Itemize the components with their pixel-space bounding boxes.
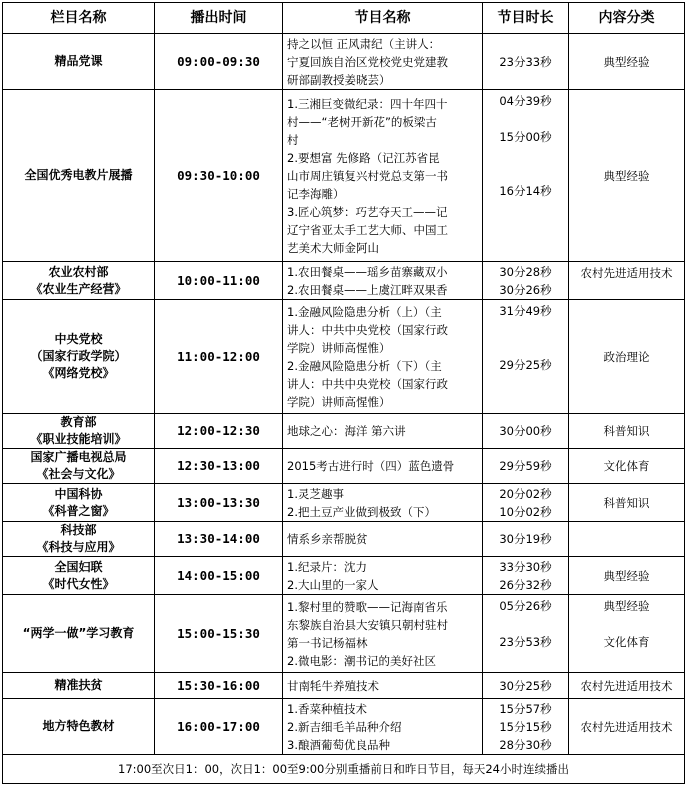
duration: 30分25秒	[499, 678, 552, 693]
program-line: 情系乡亲帮脱贫	[287, 532, 368, 546]
column-name-cell	[3, 414, 155, 449]
program-line: 1.纪录片：沈力	[287, 559, 367, 574]
header-category: 内容分类	[569, 3, 685, 34]
air-time: 15:30-16:00	[155, 673, 283, 699]
table-row	[3, 699, 685, 755]
column-name: 全国妇联	[54, 559, 103, 574]
program-line: 学院）讲师高惺惟）	[287, 394, 391, 409]
column-name-cell	[3, 699, 155, 755]
program-line: 2.大山里的一家人	[287, 577, 379, 592]
spacer	[573, 615, 680, 633]
program-name-cell	[283, 90, 483, 262]
program-line: 村——“老树开新花”的板梁古	[287, 114, 437, 129]
category: 典型经验	[603, 54, 650, 69]
program-line: 2.新吉细毛羊品种介绍	[287, 719, 402, 734]
duration-cell	[483, 557, 569, 595]
column-name: 中央党校	[54, 332, 103, 346]
duration: 30分19秒	[499, 532, 552, 546]
duration: 29分25秒	[499, 358, 552, 372]
program-line: 2.农田餐桌——上虞江畔双果香	[287, 282, 448, 297]
column-name: 全国优秀电教片展播	[24, 168, 133, 182]
duration-cell	[483, 484, 569, 522]
column-name-cell	[3, 262, 155, 300]
duration: 15分15秒	[499, 719, 552, 734]
category-cell	[569, 699, 685, 755]
program-name-cell	[283, 522, 483, 557]
table-row	[3, 595, 685, 673]
category-cell	[569, 522, 685, 557]
duration-cell	[483, 449, 569, 484]
duration-cell	[483, 673, 569, 699]
category: 科普知识	[603, 424, 650, 438]
program-line: 山市周庄镇复兴村党总支第一书	[287, 168, 448, 183]
column-subtitle: （国家行政学院）	[30, 349, 127, 363]
program-line: 东黎族自治县大安镇只朝村驻村	[287, 617, 448, 632]
category: 政治理论	[603, 349, 650, 364]
column-name-cell	[3, 595, 155, 673]
column-name: 中国科协	[54, 486, 103, 501]
duration: 15分00秒	[499, 130, 552, 144]
column-name: 精品党课	[54, 54, 103, 68]
duration-cell	[483, 90, 569, 262]
program-line: 讲人：中共中央党校（国家行政	[287, 322, 448, 337]
column-subtitle: 《职业技能培训》	[30, 432, 127, 446]
column-name: 地方特色教材	[42, 719, 115, 733]
program-line: 记李海雕）	[287, 186, 345, 201]
table-row	[3, 673, 685, 699]
duration: 10分02秒	[499, 504, 552, 519]
spacer	[487, 110, 564, 128]
program-line: 2015考古进行时（四）蓝色遗骨	[287, 459, 455, 473]
air-time: 13:30-14:00	[155, 522, 283, 557]
duration: 05分26秒	[499, 599, 552, 613]
spacer	[487, 164, 564, 182]
program-line: 第一书记杨福林	[287, 635, 368, 650]
program-line: 持之以恒 正风肃纪（主讲人：	[287, 36, 441, 51]
program-line: 1.三湘巨变微纪录：四十年四十	[287, 96, 448, 111]
column-name-cell	[3, 557, 155, 595]
duration-cell	[483, 300, 569, 414]
column-name: 农业农村部	[48, 264, 109, 279]
air-time: 12:30-13:00	[155, 449, 283, 484]
program-line: 1.香菜种植技术	[287, 701, 367, 716]
air-time: 10:00-11:00	[155, 262, 283, 300]
column-name-cell	[3, 522, 155, 557]
air-time: 11:00-12:00	[155, 300, 283, 414]
program-name-cell	[283, 484, 483, 522]
table-row	[3, 414, 685, 449]
air-time: 09:00-09:30	[155, 34, 283, 90]
program-name-cell	[283, 557, 483, 595]
header-duration: 节目时长	[483, 3, 569, 34]
duration: 20分02秒	[499, 486, 552, 501]
table-row	[3, 557, 685, 595]
table-row	[3, 34, 685, 90]
program-line: 研部副教授姜晓芸）	[287, 72, 391, 87]
duration: 26分32秒	[499, 577, 552, 592]
category: 文化体育	[603, 459, 650, 473]
air-time: 09:30-10:00	[155, 90, 283, 262]
program-name-cell	[283, 673, 483, 699]
program-name-cell	[283, 449, 483, 484]
duration: 30分26秒	[499, 282, 552, 297]
program-line: 1.农田餐桌——瑶乡苗寨藏双小	[287, 264, 448, 279]
category-cell	[569, 414, 685, 449]
program-line: 甘南牦牛养殖技术	[287, 678, 379, 693]
program-name-cell	[283, 262, 483, 300]
category-cell	[569, 34, 685, 90]
program-line: 1.黎村里的赞歌——记海南省乐	[287, 599, 448, 614]
category: 典型经验	[603, 599, 650, 613]
program-line: 3.酿酒葡萄优良品种	[287, 737, 390, 752]
footer-row	[3, 755, 685, 784]
category-cell	[569, 262, 685, 300]
header-row	[3, 3, 685, 34]
category: 典型经验	[603, 168, 650, 183]
column-name-cell	[3, 673, 155, 699]
table-row	[3, 262, 685, 300]
category-cell	[569, 300, 685, 414]
program-line: 宁夏回族自治区党校党史党建教	[287, 54, 448, 69]
duration-cell	[483, 595, 569, 673]
program-line: 艺美术大师金阿山	[287, 240, 379, 255]
category: 科普知识	[603, 495, 650, 510]
table-row	[3, 522, 685, 557]
header-column-name: 栏目名称	[3, 3, 155, 34]
column-name-cell	[3, 449, 155, 484]
category-cell	[569, 595, 685, 673]
duration: 30分28秒	[499, 264, 552, 279]
duration-cell	[483, 262, 569, 300]
program-line: 辽宁省亚太手工艺大师、中国工	[287, 222, 448, 237]
category-cell	[569, 484, 685, 522]
program-line: 2.要想富 先修路（记江苏省昆	[287, 150, 440, 165]
duration: 16分14秒	[499, 184, 552, 198]
air-time: 15:00-15:30	[155, 595, 283, 673]
column-subtitle: 《农业生产经营》	[30, 281, 127, 296]
column-name-cell	[3, 484, 155, 522]
duration-cell	[483, 34, 569, 90]
duration: 33分30秒	[499, 559, 552, 574]
program-name-cell	[283, 34, 483, 90]
spacer	[487, 146, 564, 164]
duration: 29分59秒	[499, 459, 552, 473]
category: 农村先进适用技术	[580, 678, 673, 693]
category-cell	[569, 557, 685, 595]
category-cell	[569, 449, 685, 484]
duration: 30分00秒	[499, 424, 552, 438]
column-name: 科技部	[60, 523, 97, 537]
column-name: 精准扶贫	[54, 678, 103, 692]
duration: 04分39秒	[499, 94, 552, 108]
column-subtitle: 《科普之窗》	[42, 503, 115, 518]
program-line: 学院）讲师高惺惟）	[287, 340, 391, 355]
column-name-cell	[3, 300, 155, 414]
air-time: 16:00-17:00	[155, 699, 283, 755]
category-cell	[569, 90, 685, 262]
column-name-cell	[3, 34, 155, 90]
air-time: 12:00-12:30	[155, 414, 283, 449]
program-line: 讲人：中共中央党校（国家行政	[287, 376, 448, 391]
category-cell	[569, 673, 685, 699]
spacer	[487, 320, 564, 338]
column-subtitle: 《时代女性》	[42, 576, 115, 591]
schedule-table	[2, 2, 685, 784]
category: 农村先进适用技术	[580, 719, 673, 734]
program-name-cell	[283, 699, 483, 755]
program-name-cell	[283, 414, 483, 449]
duration: 23分33秒	[499, 54, 552, 69]
duration-cell	[483, 414, 569, 449]
air-time: 13:00-13:30	[155, 484, 283, 522]
table-row	[3, 90, 685, 262]
spacer	[487, 338, 564, 356]
program-line: 2.微电影：潮书记的美好社区	[287, 653, 436, 668]
column-name: 教育部	[60, 415, 97, 429]
column-subtitle: 《社会与文化》	[36, 467, 121, 481]
program-line: 2.金融风险隐患分析（下）（主	[287, 358, 442, 373]
duration-cell	[483, 699, 569, 755]
header-program-name: 节目名称	[283, 3, 483, 34]
program-line: 村	[287, 132, 299, 147]
duration: 31分49秒	[499, 304, 552, 318]
program-line: 地球之心：海洋 第六讲	[287, 424, 406, 438]
column-name: “两学一做”学习教育	[22, 626, 135, 640]
footer-note: 17:00至次日1：00，次日1：00至9:00分别重播前日和昨日节目，每天24小时连续播出	[3, 755, 685, 784]
column-name-cell	[3, 90, 155, 262]
category: 典型经验	[603, 568, 650, 583]
column-subtitle: 《科技与应用》	[36, 540, 121, 554]
table-row	[3, 300, 685, 414]
column-name: 国家广播电视总局	[30, 450, 127, 464]
duration: 15分57秒	[499, 701, 552, 716]
program-line: 1.金融风险隐患分析（上）（主	[287, 304, 442, 319]
category: 文化体育	[603, 635, 650, 649]
program-line: 1.灵芝趣事	[287, 486, 344, 501]
program-name-cell	[283, 595, 483, 673]
column-subtitle: 《网络党校》	[42, 366, 115, 380]
table-row	[3, 484, 685, 522]
duration-cell	[483, 522, 569, 557]
duration: 28分30秒	[499, 737, 552, 752]
program-line: 2.把土豆产业做到极致（下）	[287, 504, 436, 519]
category: 农村先进适用技术	[580, 266, 673, 280]
header-air-time: 播出时间	[155, 3, 283, 34]
program-name-cell	[283, 300, 483, 414]
duration: 23分53秒	[499, 635, 552, 649]
table-row	[3, 449, 685, 484]
air-time: 14:00-15:00	[155, 557, 283, 595]
program-line: 3.匠心筑梦：巧艺夺天工——记	[287, 204, 448, 219]
spacer	[487, 615, 564, 633]
